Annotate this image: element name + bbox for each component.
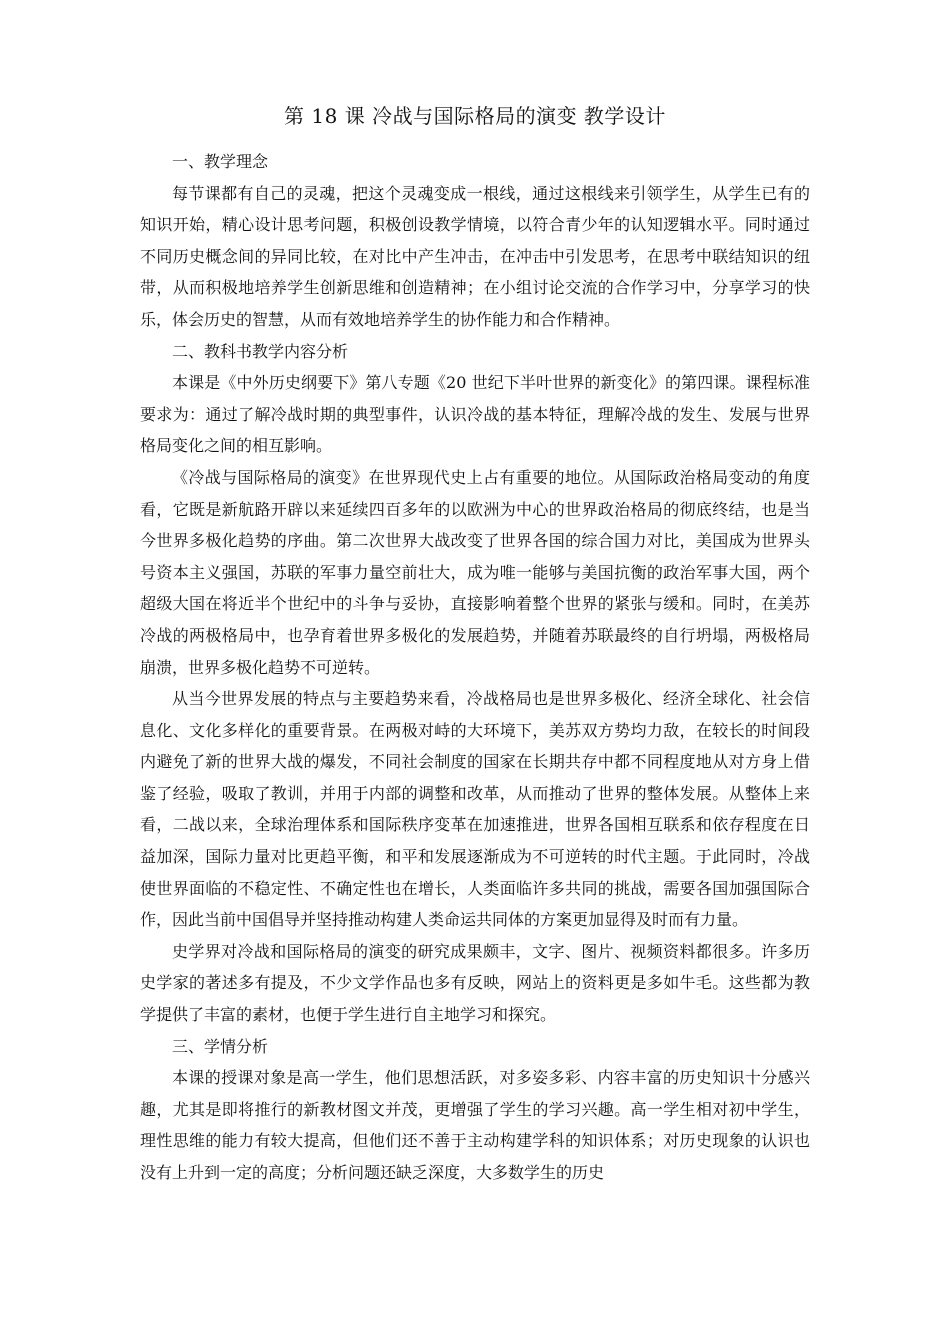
section-heading-content-analysis: 二、教科书教学内容分析 xyxy=(172,341,349,361)
document-body xyxy=(140,146,810,1189)
section-heading-philosophy: 一、教学理念 xyxy=(172,152,269,171)
paragraph: 从当今世界发展的特点与主要趋势来看，冷战格局也是世界多极化、经济全球化、社会信息化、文化多样化的重要背景。在两极对峙的大环境下，美苏双方势均力敌，在较长的时间段内避免了新的世界大战的爆发，不同社会制度的国家在长期共存中都不同程度地从对方身上借鉴了经验，吸取了教训，并用于内部的调整和改革，从而推动了世界的整体发展。从整体上来看，二战以来，全球治理体系和国际秩序变革在加速推进，世界各国相互联系和依存程度在日益加深，国际力量对比更趋平衡，和平和发展逐渐成为不可逆转的时代主题。于此同时，冷战使世界面临的不稳定性、不确定性也在增长，人类面临许多共同的挑战，需要各国加强国际合作，因此当前中国倡导并坚持推动构建人类命运共同体的方案更加显得及时而有力量。 xyxy=(140,689,810,930)
section-heading-learner-analysis: 三、学情分析 xyxy=(172,1036,269,1056)
paragraph: 本课是《中外历史纲要下》第八专题《20 世纪下半叶世界的新变化》的第四课。课程标准要求为：通过了解冷战时期的典型事件，认识冷战的基本特征，理解冷战的发生、发展与世界格局变化之间的相互影响。 xyxy=(140,373,810,456)
paragraph: 本课的授课对象是高一学生，他们思想活跃，对多姿多彩、内容丰富的历史知识十分感兴趣，尤其是即将推行的新教材图文并茂，更增强了学生的学习兴趣。高一学生相对初中学生，理性思维的能力有较大提高，但他们还不善于主动构建学科的知识体系；对历史现象的认识也没有上升到一定的高度；分析问题还缺乏深度，大多数学生的历史 xyxy=(140,1068,810,1182)
paragraph: 每节课都有自己的灵魂，把这个灵魂变成一根线，通过这根线来引领学生，从学生已有的知识开始，精心设计思考问题，积极创设教学情境，以符合青少年的认知逻辑水平。同时通过不同历史概念间的异同比较，在对比中产生冲击，在冲击中引发思考，在思考中联结知识的纽带，从而积极地培养学生创新思维和创造精神；在小组讨论交流的合作学习中，分享学习的快乐，体会历史的智慧，从而有效地培养学生的协作能力和合作精神。 xyxy=(140,183,810,329)
page-title: 第 18 课 冷战与国际格局的演变 教学设计 xyxy=(284,104,666,128)
paragraph: 史学界对冷战和国际格局的演变的研究成果颇丰，文字、图片、视频资料都很多。许多历史学家的著述多有提及，不少文学作品也多有反映，网站上的资料更是多如牛毛。这些都为教学提供了丰富的素材，也便于学生进行自主地学习和探究。 xyxy=(140,941,810,1025)
paragraph: 《冷战与国际格局的演变》在世界现代史上占有重要的地位。从国际政治格局变动的角度看，它既是新航路开辟以来延续四百多年的以欧洲为中心的世界政治格局的彻底终结，也是当今世界多极化趋势的序曲。第二次世界大战改变了世界各国的综合国力对比，美国成为世界头号资本主义强国，苏联的军事力量空前壮大，成为唯一能够与美国抗衡的政治军事大国，两个超级大国在将近半个世纪中的斗争与妥协，直接影响着整个世界的紧张与缓和。同时，在美苏冷战的两极格局中，也孕育着世界多极化的发展趋势，并随着苏联最终的自行坍塌，两极格局崩溃，世界多极化趋势不可逆转。 xyxy=(140,467,810,677)
